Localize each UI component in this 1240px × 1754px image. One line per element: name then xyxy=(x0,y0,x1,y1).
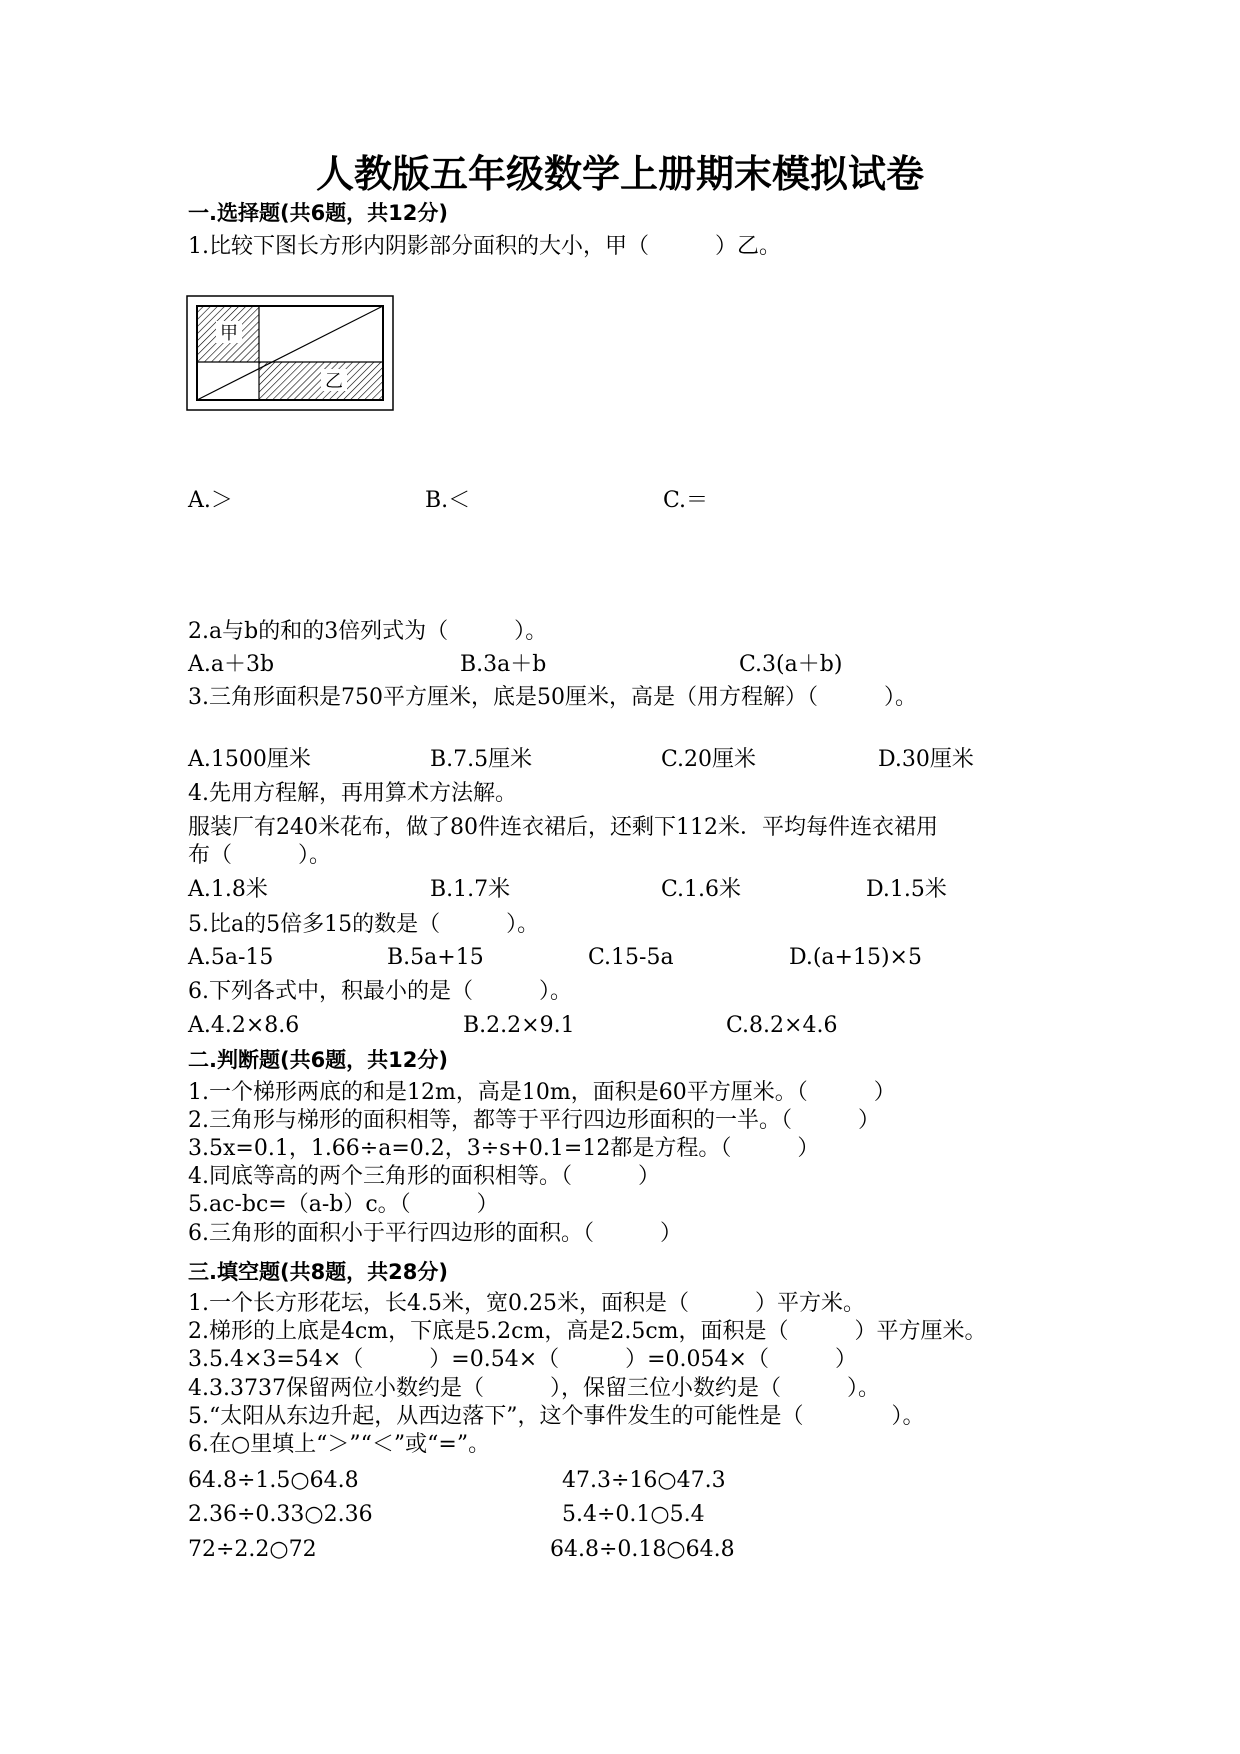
q5-option-c: C.15-5a xyxy=(588,945,674,970)
question-4-text-2: 服装厂有240米花布，做了80件连衣裙后，还剩下112米．平均每件连衣裙用 xyxy=(188,815,938,840)
q3-option-d: D.30厘米 xyxy=(878,747,974,772)
q5-option-d: D.(a+15)×5 xyxy=(789,945,922,970)
q3-option-c: C.20厘米 xyxy=(661,747,757,772)
judge-item-6: 6.三角形的面积小于平行四边形的面积。（ ） xyxy=(188,1221,682,1246)
fill-item-4: 4.3.3737保留两位小数约是（ ），保留三位小数约是（ ）。 xyxy=(188,1376,880,1401)
q3-option-a: A.1500厘米 xyxy=(188,747,311,772)
q2-option-b: B.3a＋b xyxy=(460,652,547,677)
fill-item-6: 6.在○里填上“＞”“＜”或“=”。 xyxy=(188,1432,491,1457)
q5-option-a: A.5a-15 xyxy=(188,945,274,970)
question-3-text: 3.三角形面积是750平方厘米，底是50厘米，高是（用方程解）（ ）。 xyxy=(188,685,917,710)
judge-item-1: 1.一个梯形两底的和是12m，高是10m，面积是60平方厘米。（ ） xyxy=(188,1080,896,1105)
judge-item-2: 2.三角形与梯形的面积相等，都等于平行四边形面积的一半。（ ） xyxy=(188,1108,880,1133)
label-jia: 甲 xyxy=(220,323,238,344)
fill-item-2: 2.梯形的上底是4cm，下底是5.2cm，高是2.5cm，面积是（ ）平方厘米。 xyxy=(188,1319,987,1344)
compare-2-right: 5.4÷0.1○5.4 xyxy=(562,1502,705,1527)
judge-item-5: 5.ac-bc=（a-b）c。（ ） xyxy=(188,1192,499,1217)
compare-3-right: 64.8÷0.18○64.8 xyxy=(550,1537,735,1562)
q1-option-a: A.＞ xyxy=(188,488,233,513)
question-2-text: 2.a与b的和的3倍列式为（ ）。 xyxy=(188,619,548,644)
q1-option-b: B.＜ xyxy=(425,488,471,513)
question-4-text-3: 布（ ）。 xyxy=(188,843,332,868)
question-6-text: 6.下列各式中，积最小的是（ ）。 xyxy=(188,979,572,1004)
compare-3-left: 72÷2.2○72 xyxy=(188,1537,317,1562)
q4-option-b: B.1.7米 xyxy=(430,877,511,902)
q3-option-b: B.7.5厘米 xyxy=(430,747,533,772)
q4-option-a: A.1.8米 xyxy=(188,877,268,902)
rectangle-figure xyxy=(186,295,396,419)
section-heading-judge: 二.判断题(共6题，共12分) xyxy=(188,1048,449,1072)
judge-item-4: 4.同底等高的两个三角形的面积相等。（ ） xyxy=(188,1164,660,1189)
q2-option-a: A.a＋3b xyxy=(188,652,275,677)
fill-item-1: 1.一个长方形花坛，长4.5米，宽0.25米，面积是（ ）平方米。 xyxy=(188,1291,865,1316)
q4-option-c: C.1.6米 xyxy=(661,877,742,902)
question-5-text: 5.比a的5倍多15的数是（ ）。 xyxy=(188,912,540,937)
compare-2-left: 2.36÷0.33○2.36 xyxy=(188,1502,373,1527)
judge-item-3: 3.5x=0.1，1.66÷a=0.2，3÷s+0.1=12都是方程。（ ） xyxy=(188,1136,820,1161)
q1-option-c: C.＝ xyxy=(663,488,709,513)
label-yi: 乙 xyxy=(325,371,343,392)
fill-item-3: 3.5.4×3=54×（ ）=0.54×（ ）=0.054×（ ） xyxy=(188,1347,857,1372)
q5-option-b: B.5a+15 xyxy=(387,945,484,970)
shaded-rectangle-diagram xyxy=(186,295,396,415)
section-heading-choice: 一.选择题(共6题，共12分) xyxy=(188,201,449,225)
section-heading-fill: 三.填空题(共8题，共28分) xyxy=(188,1260,449,1284)
q6-option-a: A.4.2×8.6 xyxy=(188,1013,300,1038)
page-title: 人教版五年级数学上册期末模拟试卷 xyxy=(315,151,924,196)
question-4-text: 4.先用方程解，再用算术方法解。 xyxy=(188,781,517,806)
question-1-text: 1.比较下图长方形内阴影部分面积的大小，甲（ ）乙。 xyxy=(188,234,781,259)
fill-item-5: 5.“太阳从东边升起，从西边落下”，这个事件发生的可能性是（ ）。 xyxy=(188,1404,925,1429)
q6-option-c: C.8.2×4.6 xyxy=(726,1013,838,1038)
q4-option-d: D.1.5米 xyxy=(866,877,947,902)
compare-1-left: 64.8÷1.5○64.8 xyxy=(188,1468,359,1493)
q6-option-b: B.2.2×9.1 xyxy=(463,1013,575,1038)
q2-option-c: C.3(a＋b) xyxy=(739,652,843,677)
compare-1-right: 47.3÷16○47.3 xyxy=(562,1468,726,1493)
